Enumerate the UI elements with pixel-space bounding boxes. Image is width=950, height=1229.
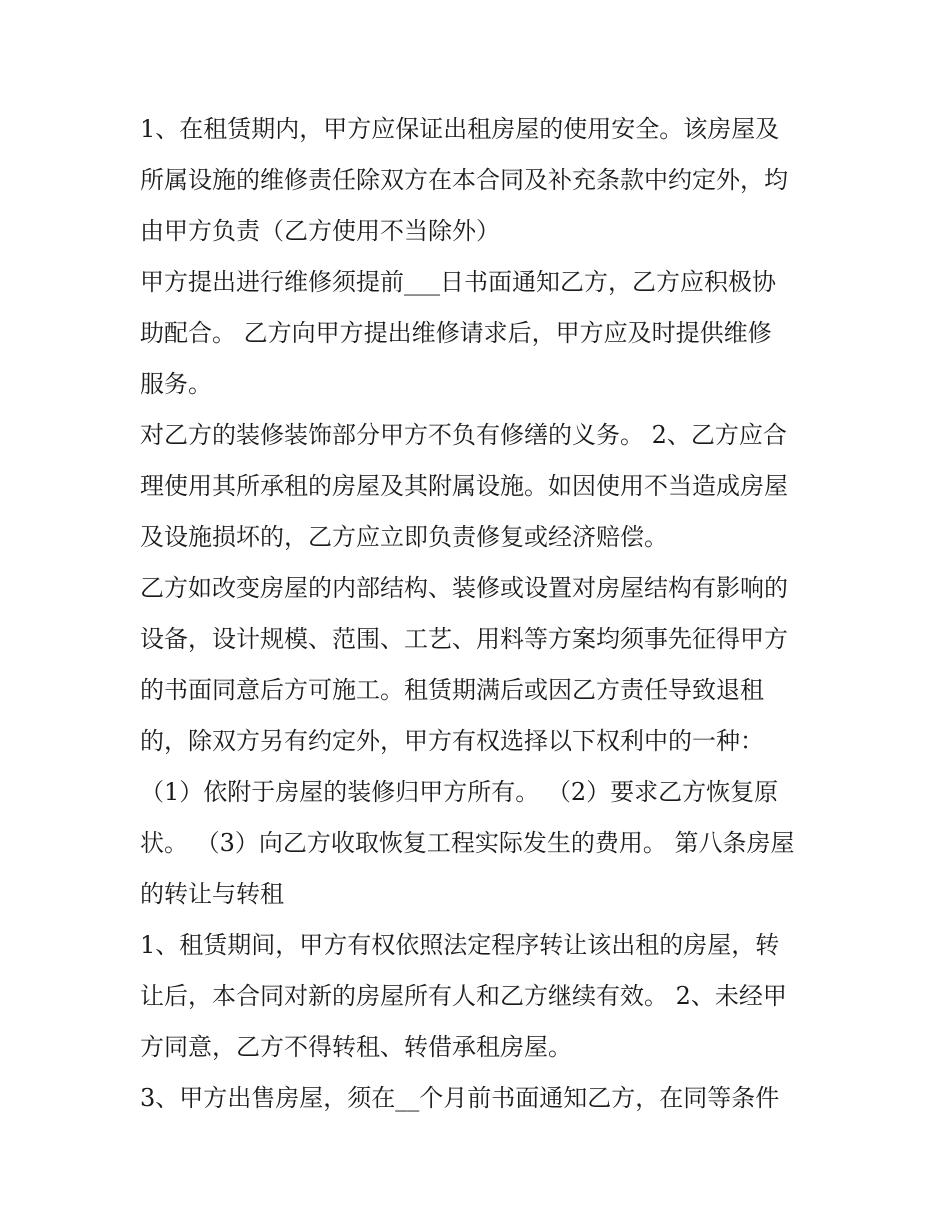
text-line: 的，除双方另有约定外，甲方有权选择以下权利中的一种： [140, 727, 764, 755]
text-line: 1、租赁期间，甲方有权依照法定程序转让该出租的房屋，转 [140, 931, 780, 959]
text-line: 理使用其所承租的房屋及其附属设施。如因使用不当造成房屋 [140, 472, 788, 500]
text-line: 助配合。 乙方向甲方提出维修请求后，甲方应及时提供维修 [140, 319, 772, 347]
text-line: 方同意，乙方不得转租、转借承租房屋。 [140, 1033, 572, 1061]
text-line: 由甲方负责（乙方使用不当除外） [140, 217, 500, 245]
text-line: 3、甲方出售房屋，须在__个月前书面通知乙方，在同等条件 [140, 1084, 780, 1112]
document-body [140, 104, 820, 1124]
text-line: （1）依附于房屋的装修归甲方所有。 （2）要求乙方恢复原 [140, 778, 779, 806]
text-line: 乙方如改变房屋的内部结构、装修或设置对房屋结构有影响的 [140, 574, 788, 602]
text-line: 的转让与转租 [140, 880, 284, 908]
text-line: 的书面同意后方可施工。租赁期满后或因乙方责任导致退租 [140, 676, 764, 704]
text-line: 状。 （3）向乙方收取恢复工程实际发生的费用。 第八条房屋 [140, 829, 795, 857]
text-line: 及设施损坏的，乙方应立即负责修复或经济赔偿。 [140, 523, 668, 551]
text-line: 设备，设计规模、范围、工艺、用料等方案均须事先征得甲方 [140, 625, 788, 653]
text-line: 所属设施的维修责任除双方在本合同及补充条款中约定外，均 [140, 166, 788, 194]
text-line: 甲方提出进行维修须提前___日书面通知乙方，乙方应积极协 [140, 268, 776, 296]
text-line: 对乙方的装修装饰部分甲方不负有修缮的义务。 2、乙方应合 [140, 421, 787, 449]
text-line: 服务。 [140, 370, 212, 398]
text-line: 让后，本合同对新的房屋所有人和乙方继续有效。 2、未经甲 [140, 982, 787, 1010]
text-line: 1、在租赁期内，甲方应保证出租房屋的使用安全。该房屋及 [140, 115, 780, 143]
